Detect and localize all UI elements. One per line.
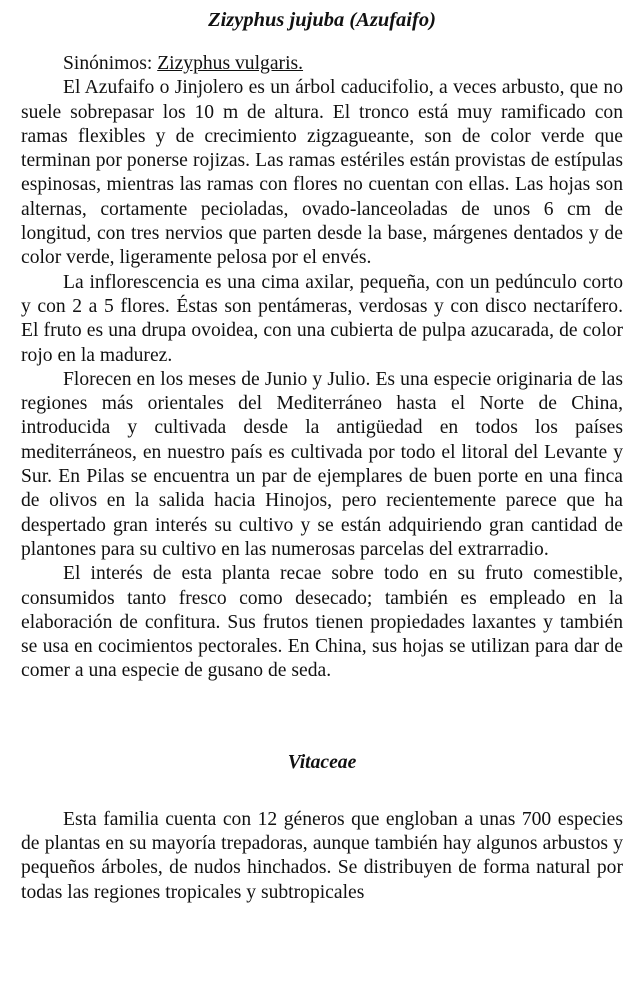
document-page [21, 6, 623, 905]
section-paragraph: Esta familia cuenta con 12 géneros que engloban a unas 700 especies de plantas en su mayoría trepadoras, aunque también hay algunos arbustos y pequeños árboles, de nudos hinchados. Se distribuyen de forma natural por todas las regiones tropicales y subtropicales [21, 808, 623, 903]
body-paragraph-uses: El interés de esta planta recae sobre todo en su fruto comestible, consumidos tanto fresco como desecado; también es empleado en la elaboración de confitura. Sus frutos tienen propiedades laxantes y también se usa en cocimientos pectorales. En China, sus hojas se utilizan para dar de comer a una especie de gusano de seda. [21, 563, 623, 682]
body-paragraph-description: El Azufaifo o Jinjolero es un árbol caducifolio, a veces arbusto, que no suele sobrepasar los 10 m de altura. El tronco está muy ramificado con ramas flexibles y de crecimiento zigzagueante, son de color verde que terminan por ponerse rojizas. Las ramas estériles están provistas de estípulas espinosas, mientras las ramas con flores no cuentan con ellas. Las hojas son alternas, cortamente pecioladas, ovado-lanceoladas de unos 6 cm de longitud, con tres nervios que parten desde la base, márgenes dentados y de color verde, ligeramente pelosa por el envés. [21, 77, 623, 269]
synonyms-line [21, 52, 623, 76]
synonyms-label: Sinónimos: [63, 53, 158, 74]
page-title: Zizyphus jujuba (Azufaifo) [208, 9, 436, 31]
synonym-name: Zizyphus vulgaris. [157, 53, 304, 74]
body-paragraph-inflorescence: La inflorescencia es una cima axilar, pequeña, con un pedúnculo corto y con 2 a 5 flores. Éstas son pentámeras, verdosas y con disco nectarífero. El fruto es una drupa ovoidea, con una cubierta de pulpa azucarada, de color rojo en la madurez. [21, 271, 623, 366]
section-title: Vitaceae [287, 751, 357, 773]
body-paragraph-distribution: Florecen en los meses de Junio y Julio. Es una especie originaria de las regiones más orientales del Mediterráneo hasta el Norte de China, introducida y cultivada desde la antigüedad en todos los países mediterráneos, en nuestro país es cultivada por todo el litoral del Levante y Sur. En Pilas se encuentra un par de ejemplares de buen porte en una finca de olivos en la salida hacia Hinojos, pero recientemente parece que ha despertado gran interés su cultivo y se están adquiriendo gran cantidad de plantones para su cultivo en las numerosas parcelas del extrarradio. [21, 368, 623, 560]
